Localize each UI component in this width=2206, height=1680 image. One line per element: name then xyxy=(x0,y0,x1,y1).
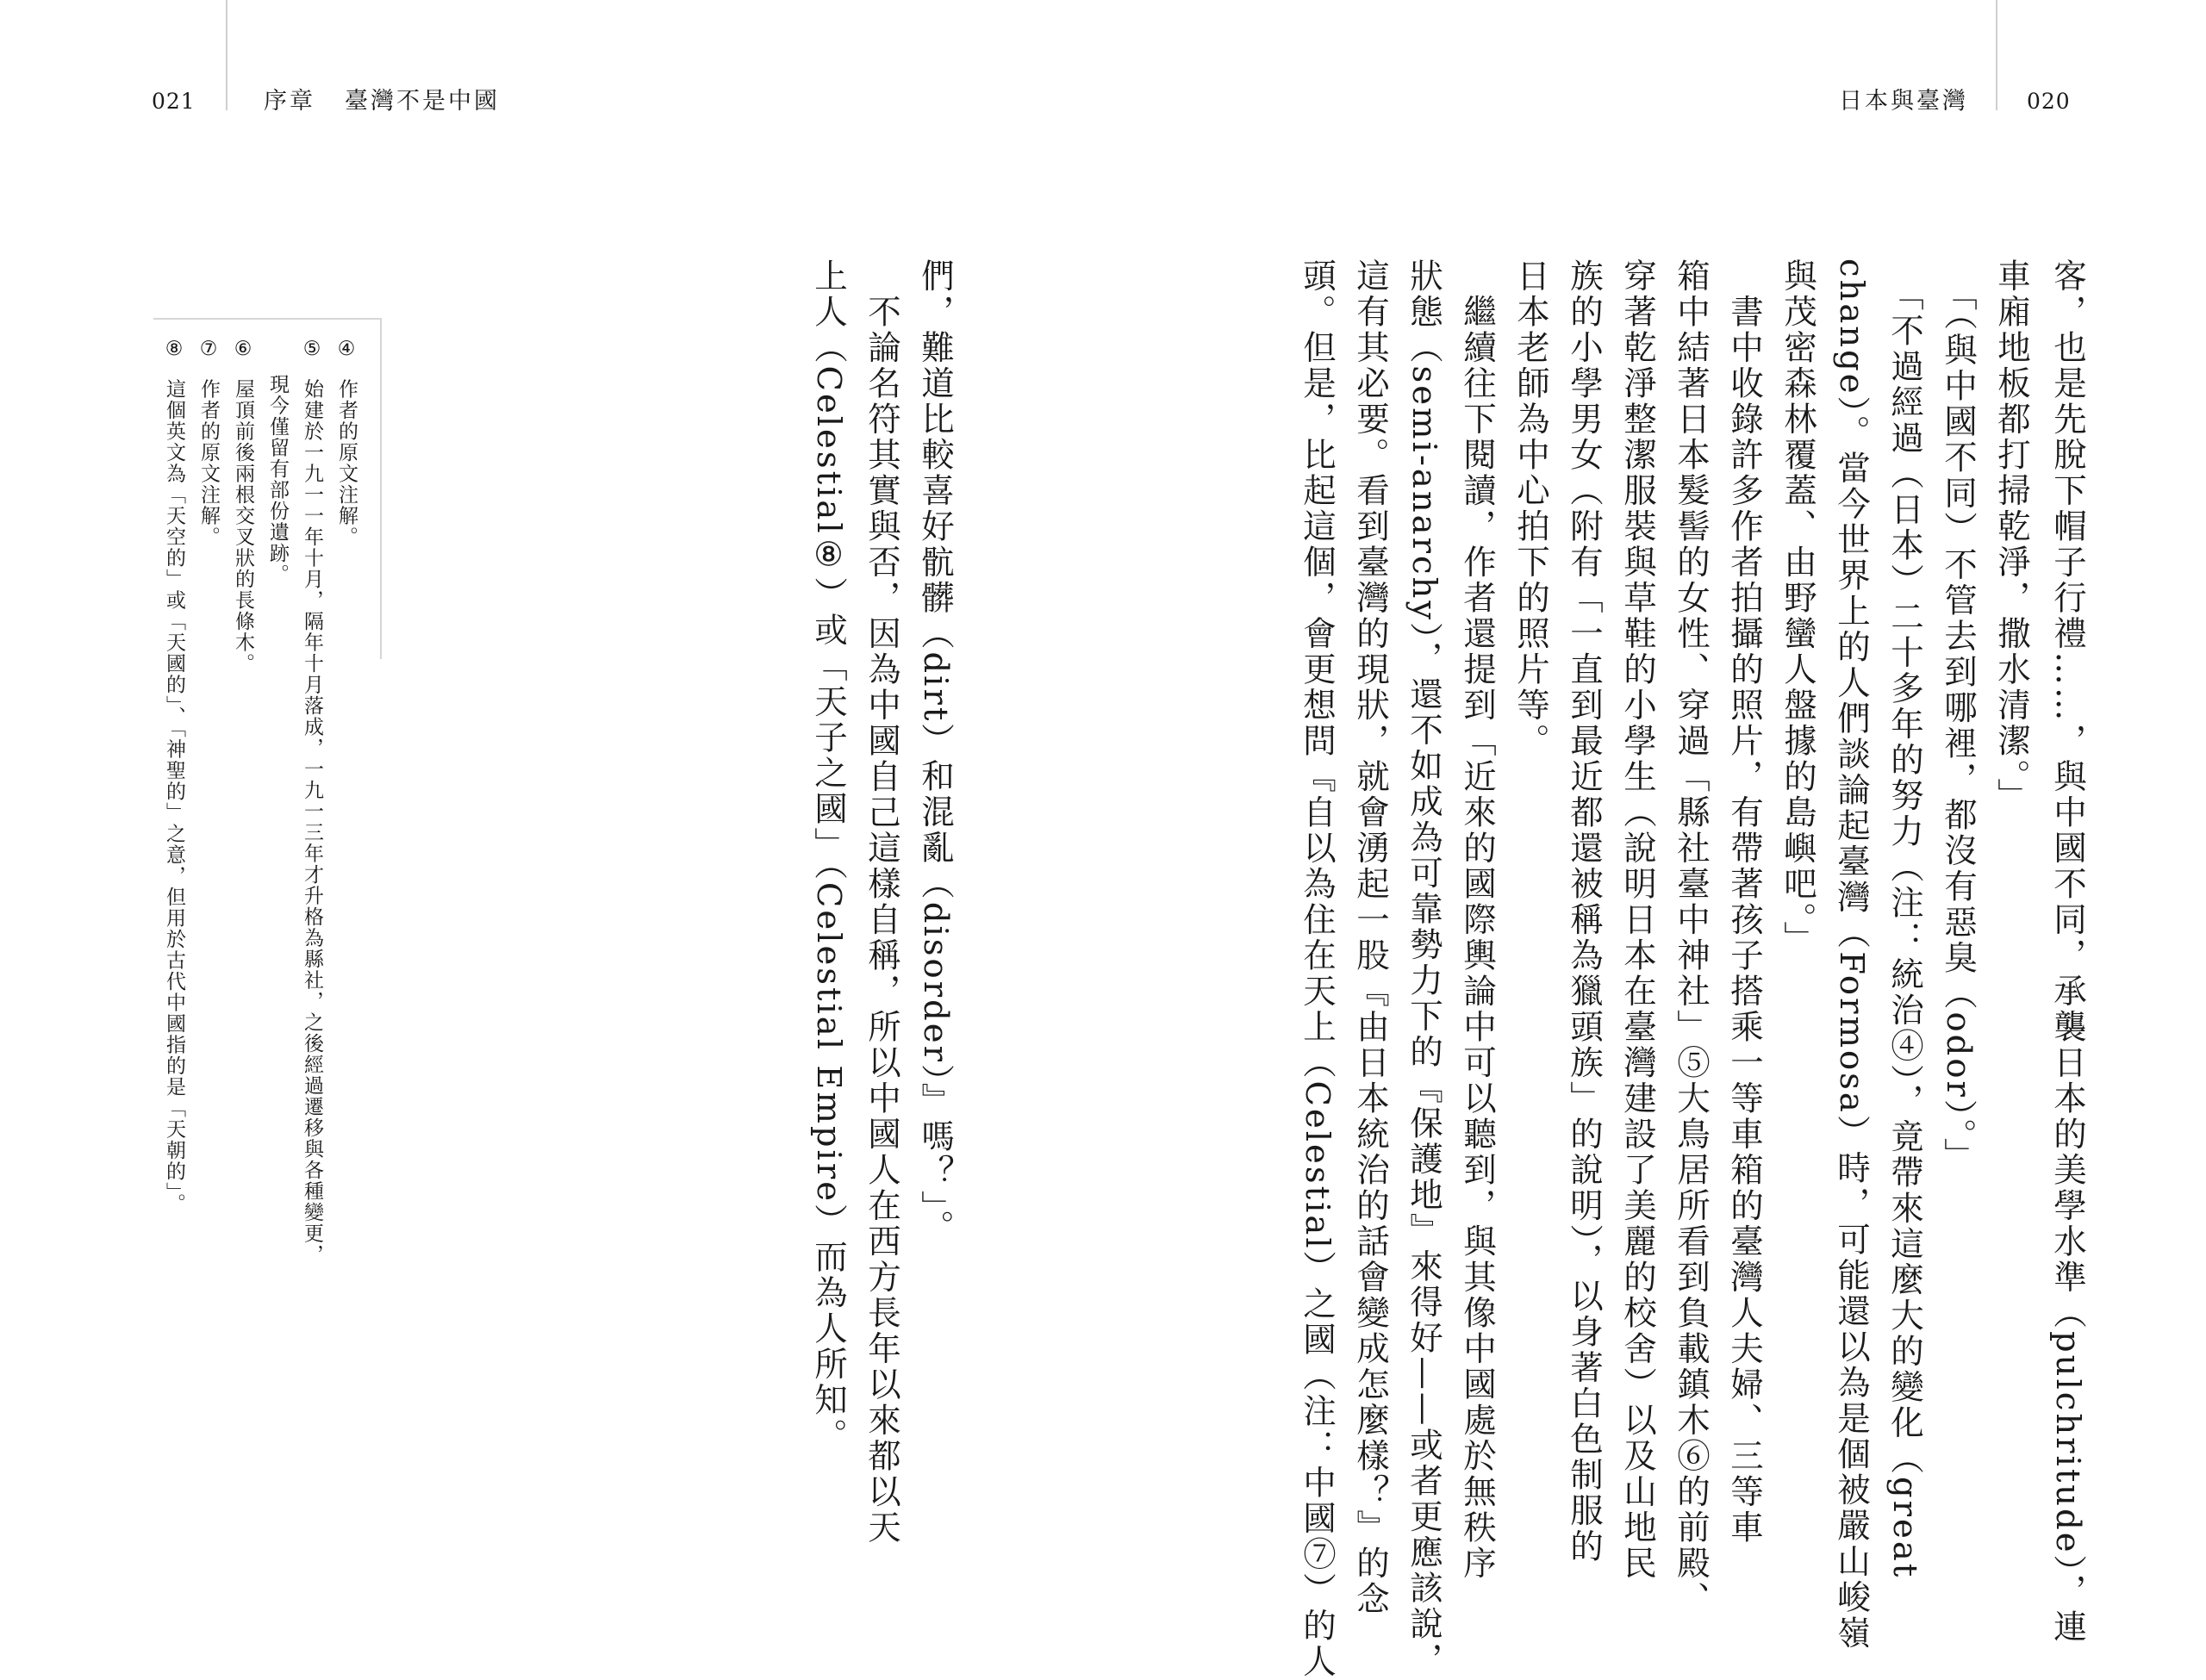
left-running-head xyxy=(264,84,500,119)
body-line-r5: change）。當今世界上的人們談論起臺灣（Formosa）時，可能還以為是個被嚴山峻嶺 xyxy=(1832,258,1871,1652)
right-page-number: 020 xyxy=(2027,89,2071,114)
footnote-5 xyxy=(296,338,327,1266)
body-line-r4: 「不過經過（日本）二十多年的努力（注：統治④），竟帶來這麼大的變化（great xyxy=(1885,258,1924,1580)
body-line-r1: 客，也是先脫下帽子行禮……，與中國不同，承襲日本的美學水準（pulchritude），連 xyxy=(2048,258,2087,1646)
footnote-mark: ④ xyxy=(335,338,358,362)
body-line-r10: 族的小學男女（附有「一直到最近都還被稱為獵頭族」的說明），以身著白色制服的 xyxy=(1565,258,1604,1565)
body-line-r15: 頭。但是，比起這個，會更想問『自以為住在天上（Celestial）之國（注：中國⑦）的人 xyxy=(1298,258,1337,1680)
footnote-text: 作者的原文注解。 xyxy=(197,378,220,548)
footnote-7 xyxy=(193,338,224,548)
footnote-8 xyxy=(159,338,190,1215)
footnote-mark: ⑥ xyxy=(232,338,254,362)
body-line-r14: 這有其必要。看到臺灣的現狀，就會湧起一股『由日本統治的話會變成怎麼樣？』的念 xyxy=(1351,258,1390,1617)
footnote-text: 這個英文為「天空的」或「天國的」、「神聖的」之意，但用於古代中國指的是「天朝的」。 xyxy=(163,378,185,1215)
footnote-5-continued xyxy=(262,374,293,585)
footnote-rule-side xyxy=(380,318,382,659)
footnote-text: 始建於一九一一年十月，隔年十月落成，一九一三年才升格為縣社，之後經過遷移與各種變更， xyxy=(301,378,323,1266)
left-header-rule xyxy=(226,0,227,110)
body-line-r12: 繼續往下閱讀，作者還提到「近來的國際輿論中可以聽到，與其像中國處於無秩序 xyxy=(1458,258,1497,1582)
book-title: 日本與臺灣 xyxy=(1839,88,1968,115)
footnote-rule-top xyxy=(153,318,382,320)
right-header-rule xyxy=(1996,0,1997,110)
footnote-6 xyxy=(227,338,259,675)
footnote-text: 現今僅留有部份遺跡。 xyxy=(266,374,289,585)
footnote-text: 屋頂前後兩根交叉狀的長條木。 xyxy=(232,378,254,675)
body-line-l1: 們，難道比較喜好骯髒（dirt）和混亂（disorder）』嗎？」。 xyxy=(916,258,955,1246)
body-line-r13: 狀態（semi-anarchy），還不如成為可靠勢力下的『保護地』來得好——或者更應該說， xyxy=(1405,258,1443,1678)
body-line-r6: 與茂密森林覆蓋、由野蠻人盤據的島嶼吧。」 xyxy=(1779,258,1817,957)
footnote-mark: ⑦ xyxy=(197,338,220,362)
body-line-r3: 「（與中國不同）不管去到哪裡，都沒有惡臭（odor）。」 xyxy=(1939,258,1978,1173)
body-line-r9: 穿著乾淨整潔服裝與草鞋的小學生（說明日本在臺灣建設了美麗的校舍）以及山地民 xyxy=(1618,258,1657,1582)
chapter-label: 序章 xyxy=(264,88,315,115)
body-line-l2: 不論名符其實與否，因為中國自己這樣自稱，所以中國人在西方長年以來都以天 xyxy=(863,258,901,1546)
body-line-l3: 上人（Celestial⑧）或「天子之國」（Celestial Empire）而為人所知。 xyxy=(809,258,848,1454)
body-line-r2: 車廂地板都打掃乾淨，撒水清潔。」 xyxy=(1992,258,2031,814)
footnote-text: 作者的原文注解。 xyxy=(335,378,358,548)
footnote-mark: ⑧ xyxy=(163,338,185,362)
body-line-r7: 書中收錄許多作者拍攝的照片，有帶著孩子搭乘一等車箱的臺灣人夫婦、三等車 xyxy=(1725,258,1764,1546)
left-page-number: 021 xyxy=(152,89,196,114)
footnote-mark: ⑤ xyxy=(301,338,323,362)
chapter-title: 臺灣不是中國 xyxy=(345,88,500,115)
body-line-r11: 日本老師為中心拍下的照片等。 xyxy=(1511,258,1550,759)
footnote-4 xyxy=(331,338,362,548)
body-line-r8: 箱中結著日本髮髻的女性、穿過「縣社臺中神社」⑤大鳥居所看到負載鎮木⑥的前殿、 xyxy=(1672,258,1711,1617)
